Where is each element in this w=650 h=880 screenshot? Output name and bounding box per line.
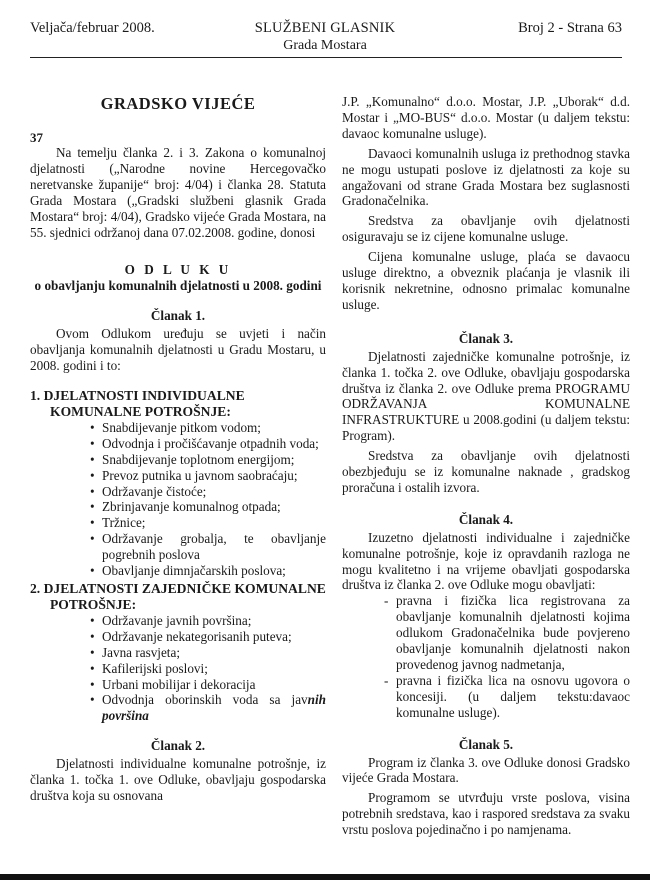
- header-publication-title: SLUŽBENI GLASNIK: [254, 20, 396, 36]
- council-heading: GRADSKO VIJEĆE: [100, 94, 256, 113]
- list-item: • Održavanje čistoće;: [102, 484, 326, 500]
- section-1-list: [30, 420, 326, 579]
- list-item: • Urbani mobilijar i dekoracija: [102, 677, 326, 693]
- article-3-paragraph-1: Djelatnosti zajedničke komunalne potrošnje, iz članka 1. točka 2. ove Odluke, obavljaju gospodarska društva iz članka 2. ove Odluke prema PROGRAMU ODRŽAVANJA KOMUNALNE INFRASTRUKTURE u 2008.godini (u daljem tekstu: Program).: [342, 348, 630, 444]
- list-item: [102, 692, 326, 724]
- article-3-title: Članak 3.: [458, 330, 514, 346]
- list-item: - pravna i fizička lica na osnovu ugovora o koncesiji. (u daljem tekstu:davaoc komunalne usluge).: [396, 673, 630, 721]
- article-1-title: Članak 1.: [150, 308, 206, 324]
- article-4-paragraph-1: Izuzetno djelatnosti individualne i zajedničke komunalne potrošnje, koje iz opravdanih razloga ne mogu kvalitetno i na vrijeme obavljati gospodarska društva iz članka 2. ove Odluke mogu obavljati:: [342, 529, 630, 593]
- list-item-text-emphasis: nih površina: [102, 692, 326, 724]
- right-column: [342, 62, 630, 838]
- article-2-paragraph-2: Davaoci komunalnih usluga iz prethodnog stavka ne mogu ustupati poslove iz djelatnosti za koje su angažovani od strane Grada Mostara bez suglasnosti Gradonačelnika.: [342, 145, 630, 209]
- list-item: • Održavanje grobalja, te obavljanje pogrebnih poslova: [102, 531, 326, 563]
- list-item: • Tržnice;: [102, 515, 326, 531]
- list-item-text: Odvodnja oborinskih voda sa jav: [102, 692, 308, 708]
- list-item: - pravna i fizička lica registrovana za obavljanje komunalnih djelatnosti kojima odlukom Gradonačelnika bude povjereno obavljanje komunalnih djelatnosti nakon provedenog javnog nadmetanja,: [396, 593, 630, 673]
- list-item: • Održavanje javnih površina;: [102, 613, 326, 629]
- section-2-list: [30, 613, 326, 724]
- article-2-text: Djelatnosti individualne komunalne potrošnje, iz članka 1. točka 1. ove Odluke, obavljaju gospodarska društva koja su osnovana: [30, 756, 326, 803]
- article-4-title: Članak 4.: [458, 511, 514, 527]
- list-item: • Obavljanje dimnjačarskih poslova;: [102, 563, 326, 579]
- article-3-paragraph-2: Sredstva za obavljanje ovih djelatnosti obezbjeđuju se iz komunalne naknade , gradskog proračuna i ostalih izvora.: [342, 448, 630, 495]
- list-item: • Prevoz putnika u javnom saobraćaju;: [102, 468, 326, 484]
- header-city: Grada Mostara: [283, 38, 367, 53]
- list-item: • Kafilerijski poslovi;: [102, 661, 326, 677]
- item-number: 37: [30, 130, 43, 145]
- list-item: • Odvodnja i pročišćavanje otpadnih voda;: [102, 436, 326, 452]
- article-2-continuation: J.P. „Komunalno“ d.o.o. Mostar, J.P. „Uborak“ d.d. Mostar i „MO-BUS“ d.o.o. Mostar (u daljem tekstu: davaoc komunalne usluge).: [342, 94, 630, 141]
- header-issue-page: Broj 2 - Strana 63: [518, 20, 622, 36]
- preamble-text: Na temelju članka 2. i 3. Zakona o komunalnoj djelatnosti („Narodne novine Hercegovačko neretvanske županije“ broj: 4/04) i članka 28. Statuta Grada Mostara („Gradski službeni glasnik Grada Mostara“ broj: 4/04), Gradsko vijeće Grada Mostara, na 55. sjednici održanoj dana 07.02.2008. godine, donosi: [30, 145, 326, 240]
- list-item: • Snabdijevanje toplotnom energijom;: [102, 452, 326, 468]
- scan-bottom-edge: [0, 874, 650, 880]
- list-item: • Snabdijevanje pitkom vodom;: [102, 420, 326, 436]
- list-item: • Održavanje nekategorisanih puteva;: [102, 629, 326, 645]
- article-5-paragraph-2: Programom se utvrđuju vrste poslova, visina potrebnih sredstava, kao i raspored sredstava za svaku vrstu poslova pojedinačno i po namjenama.: [342, 790, 630, 838]
- section-1-heading: 1. DJELATNOSTI INDIVIDUALNE KOMUNALNE POTROŠNJE:: [30, 387, 245, 419]
- article-1-text: Ovom Odlukom uređuju se uvjeti i način obavljanja komunalnih djelatnosti u Gradu Mostaru, u 2008. godini i to:: [30, 326, 326, 373]
- article-5-paragraph-1: Program iz članka 3. ove Odluke donosi Gradsko vijeće Grada Mostara.: [342, 754, 630, 786]
- header-rule: [30, 57, 622, 58]
- article-2-paragraph-4: Cijena komunalne usluge, plaća se davaocu usluge direktno, a obveznik plaćanja je vlasnik ili korisnik nekretnine, odnosno primalac komunalne usluge.: [342, 249, 630, 312]
- list-item: • Zbrinjavanje komunalnog otpada;: [102, 499, 326, 515]
- decision-subject: o obavljanju komunalnih djelatnosti u 2008. godini: [34, 278, 322, 294]
- list-item: • Javna rasvjeta;: [102, 645, 326, 661]
- left-column: [30, 62, 326, 804]
- section-2-heading: 2. DJELATNOSTI ZAJEDNIČKE KOMUNALNE POTROŠNJE:: [30, 580, 326, 612]
- article-5-title: Članak 5.: [458, 736, 514, 752]
- header-date: Veljača/februar 2008.: [30, 20, 155, 36]
- article-2-title: Članak 2.: [150, 738, 206, 754]
- decision-title: O D L U K U: [124, 262, 232, 278]
- article-2-paragraph-3: Sredstva za obavljanje ovih djelatnosti osiguravaju se iz cijene komunalne usluge.: [342, 213, 630, 245]
- article-4-list: [342, 593, 630, 720]
